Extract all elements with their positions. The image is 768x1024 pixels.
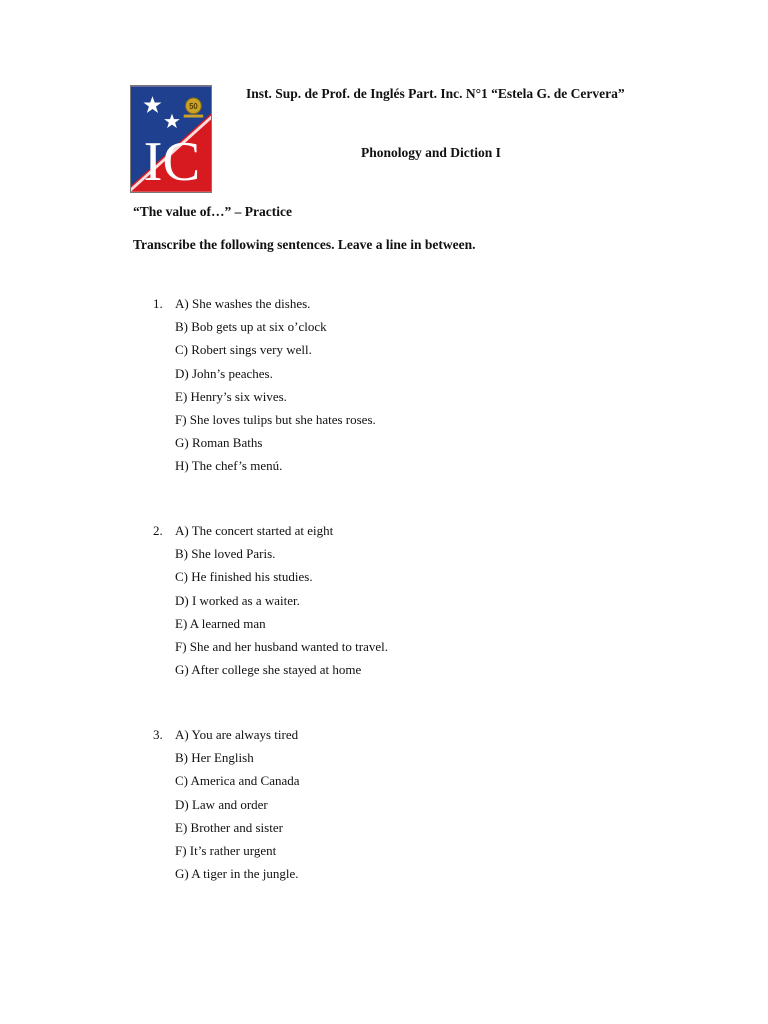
- sentence-item: G) A tiger in the jungle.: [175, 866, 299, 882]
- exercise-number: 2.: [153, 523, 163, 538]
- sentence-item: F) It’s rather urgent: [175, 842, 277, 858]
- sentence-item: E) Brother and sister: [175, 819, 283, 835]
- sentence-item: A) She washes the dishes.: [175, 296, 311, 311]
- institution-logo: [130, 85, 212, 193]
- logo-badge-text: 50: [189, 102, 198, 112]
- sentence-item: B) Bob gets up at six o’clock: [175, 319, 327, 335]
- sentence-item: E) A learned man: [175, 615, 266, 631]
- sentence-item: C) He finished his studies.: [175, 569, 313, 585]
- instructions: Transcribe the following sentences. Leave a line in between.: [133, 237, 476, 252]
- sentence-list: [175, 523, 388, 685]
- sentence-item: F) She loves tulips but she hates roses.: [175, 411, 376, 427]
- sentence-list: [175, 296, 376, 482]
- institution-title: Inst. Sup. de Prof. de Inglés Part. Inc. N°1 “Estela G. de Cervera”: [246, 86, 625, 101]
- sentence-item: B) Her English: [175, 750, 254, 766]
- practice-title: “The value of…” – Practice: [133, 204, 292, 219]
- sentence-item: C) America and Canada: [175, 773, 300, 789]
- sentence-item: D) I worked as a waiter.: [175, 592, 300, 608]
- logo-text: IC: [143, 130, 201, 192]
- sentence-item: A) The concert started at eight: [175, 523, 334, 538]
- sentence-item: C) Robert sings very well.: [175, 342, 312, 358]
- sentence-item: H) The chef’s menú.: [175, 458, 283, 474]
- course-title: Phonology and Diction I: [361, 145, 501, 160]
- sentence-list: [175, 727, 300, 889]
- sentence-item: F) She and her husband wanted to travel.: [175, 638, 389, 654]
- sentence-item: D) John’s peaches.: [175, 365, 273, 381]
- exercise-number: 1.: [153, 296, 163, 311]
- sentence-item: G) Roman Baths: [175, 435, 263, 451]
- sentence-item: E) Henry’s six wives.: [175, 388, 287, 404]
- sentence-item: B) She loved Paris.: [175, 546, 276, 562]
- exercise-number: 3.: [153, 727, 163, 742]
- sentence-item: G) After college she stayed at home: [175, 662, 362, 678]
- sentence-item: D) Law and order: [175, 796, 268, 812]
- sentence-item: A) You are always tired: [175, 727, 299, 742]
